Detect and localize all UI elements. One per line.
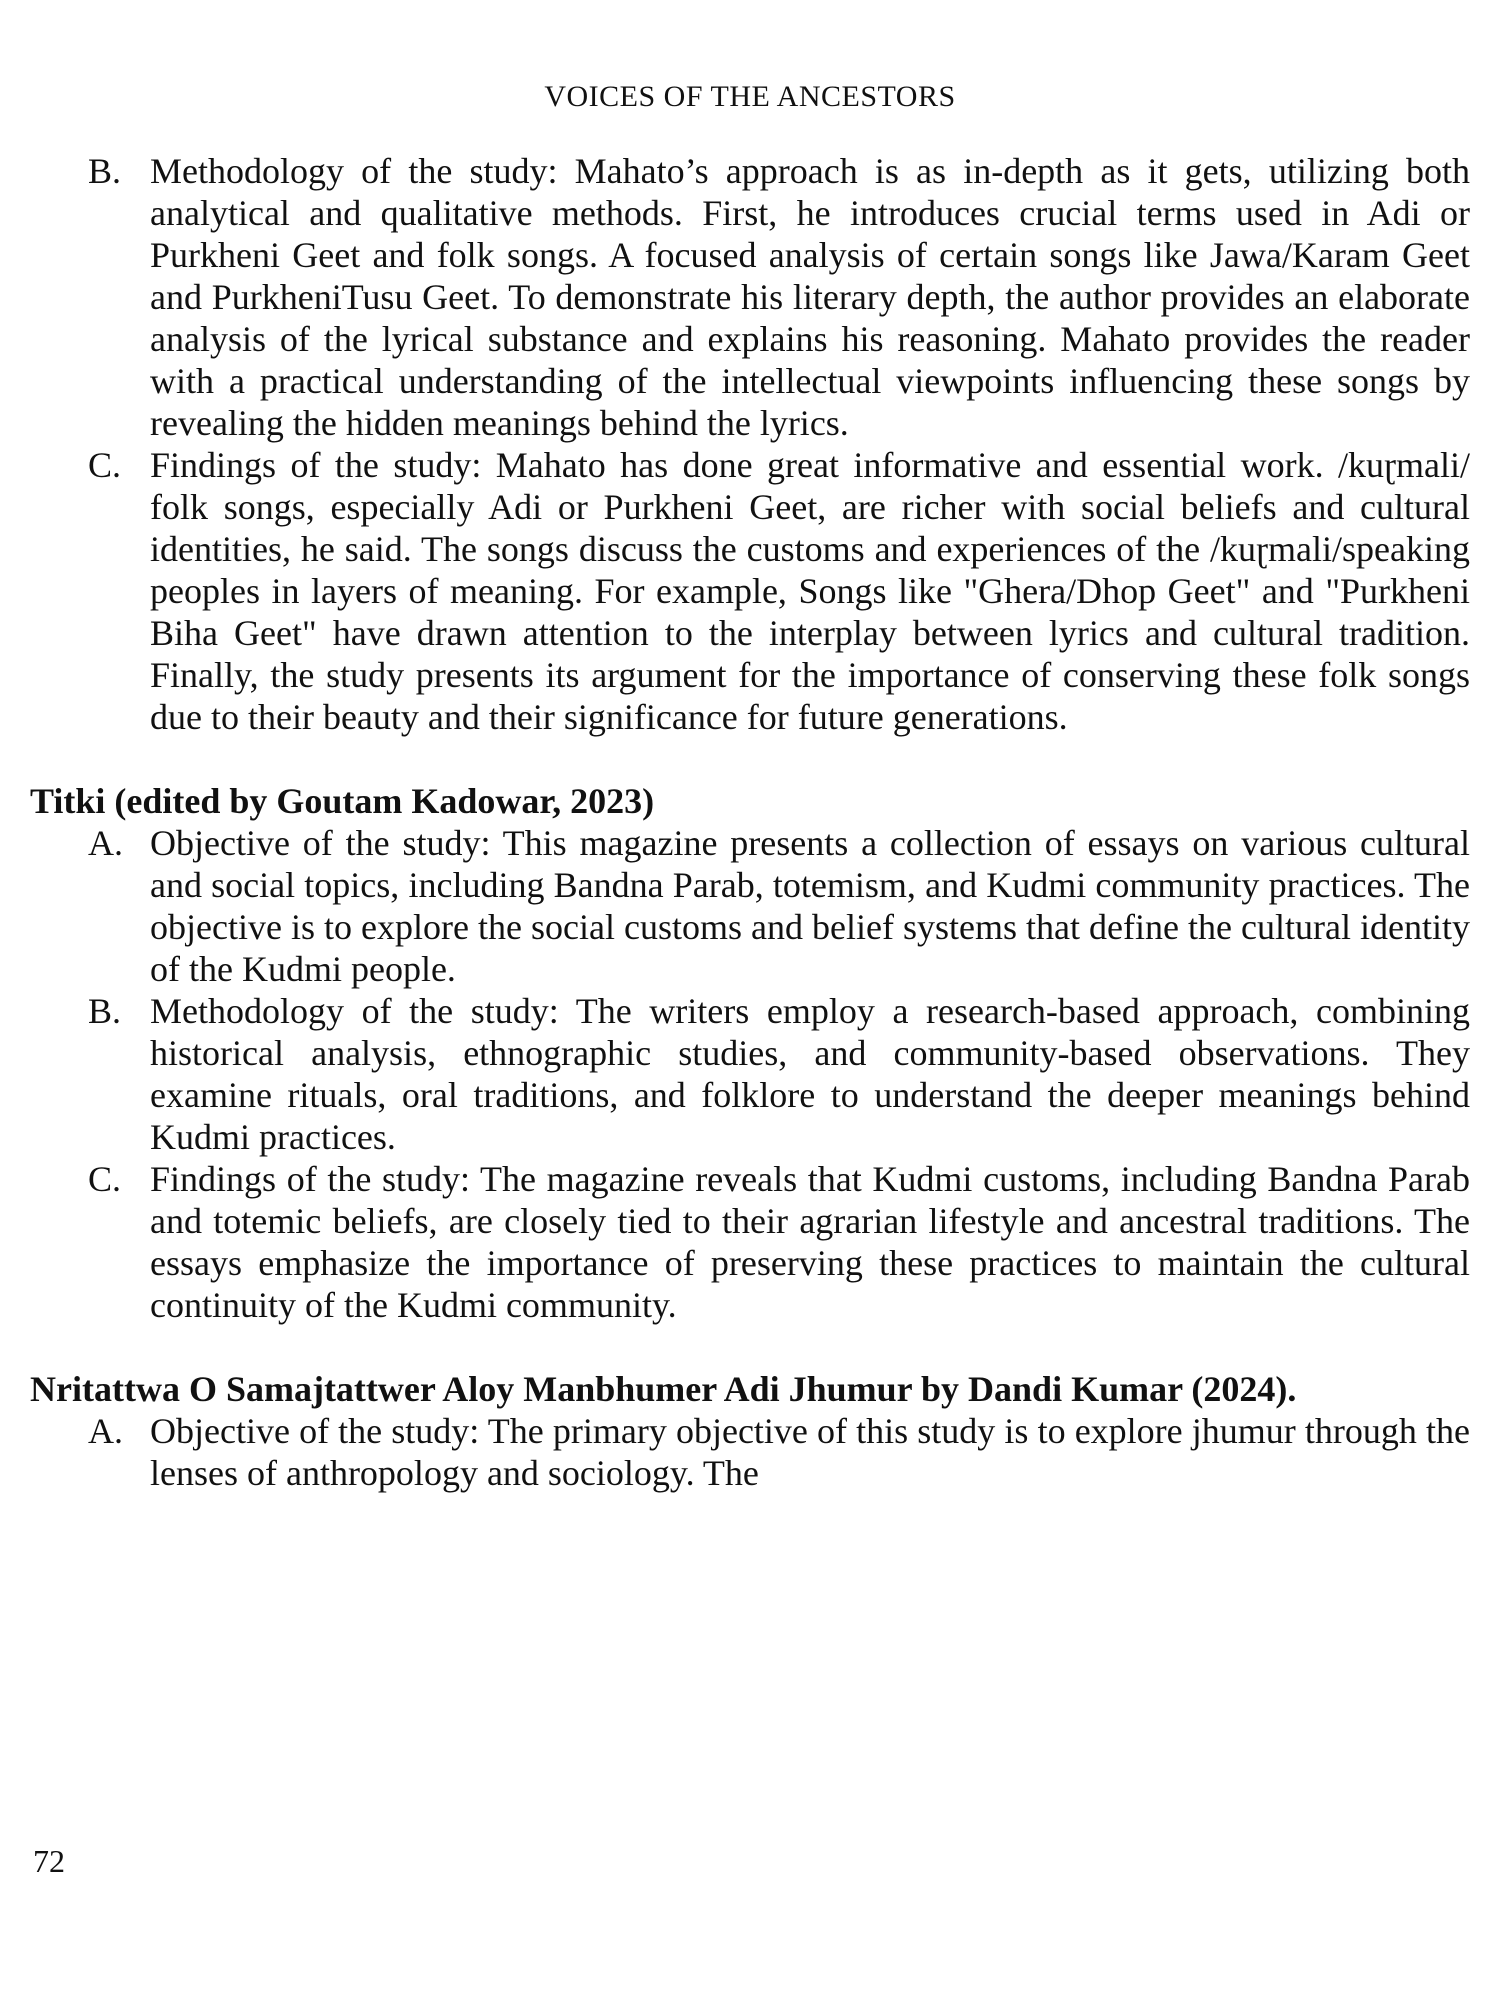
list-item: [30, 1158, 1470, 1326]
section-heading: Nritattwa O Samajtattwer Aloy Manbhumer Adi Jhumur by Dandi Kumar (2024).: [30, 1369, 1297, 1409]
item-label: C.: [88, 445, 122, 485]
item-label: A.: [88, 823, 123, 863]
item-text: Objective of the study: The primary objective of this study is to explore jhumur through the lenses of anthropology and sociology. The: [150, 1411, 1470, 1493]
list-item: [30, 150, 1470, 444]
item-text: Findings of the study: Mahato has done great informative and essential work. /kuɽmali/ folk songs, especially Adi or Purkheni Geet, are richer with social beliefs and cultural identities, he said. The songs discuss the customs and experiences of the /kuɽmali/speaking peoples in layers of meaning. For example, Songs like "Ghera/Dhop Geet" and "Purkheni Biha Geet" have drawn attention to the interplay between lyrics and cultural tradition. Finally, the study presents its argument for the importance of conserving these folk songs due to their beauty and their significance for future generations.: [150, 445, 1470, 737]
list-item: [30, 822, 1470, 990]
list-item: [30, 990, 1470, 1158]
item-text: Objective of the study: This magazine presents a collection of essays on various cultural and social topics, including Bandna Parab, totemism, and Kudmi community practices. The objective is to explore the social customs and belief systems that define the cultural identity of the Kudmi people.: [150, 823, 1470, 989]
page-number: 72: [33, 1843, 65, 1879]
item-label: B.: [88, 151, 122, 191]
section-heading: Titki (edited by Goutam Kadowar, 2023): [30, 781, 655, 821]
item-text: Findings of the study: The magazine reveals that Kudmi customs, including Bandna Parab and totemic beliefs, are closely tied to their agrarian lifestyle and ancestral traditions. The essays emphasize the importance of preserving these practices to maintain the cultural continuity of the Kudmi community.: [150, 1159, 1470, 1325]
spacer: [30, 738, 1470, 780]
list-item: [30, 444, 1470, 738]
item-text: Methodology of the study: The writers employ a research-based approach, combining historical analysis, ethnographic studies, and community-based observations. They examine rituals, oral traditions, and folklore to understand the deeper meanings behind Kudmi practices.: [150, 991, 1470, 1157]
page-body: [30, 150, 1470, 1494]
running-head: VOICES OF THE ANCESTORS: [544, 80, 956, 113]
item-label: A.: [88, 1411, 123, 1451]
item-text: Methodology of the study: Mahato’s approach is as in-depth as it gets, utilizing both analytical and qualitative methods. First, he introduces crucial terms used in Adi or Purkheni Geet and folk songs. A focused analysis of certain songs like Jawa/Karam Geet and PurkheniTusu Geet. To demonstrate his literary depth, the author provides an elaborate analysis of the lyrical substance and explains his reasoning. Mahato provides the reader with a practical understanding of the intellectual viewpoints influencing these songs by revealing the hidden meanings behind the lyrics.: [150, 151, 1470, 443]
item-label: B.: [88, 991, 122, 1031]
item-label: C.: [88, 1159, 122, 1199]
list-item: [30, 1410, 1470, 1494]
spacer: [30, 1326, 1470, 1368]
